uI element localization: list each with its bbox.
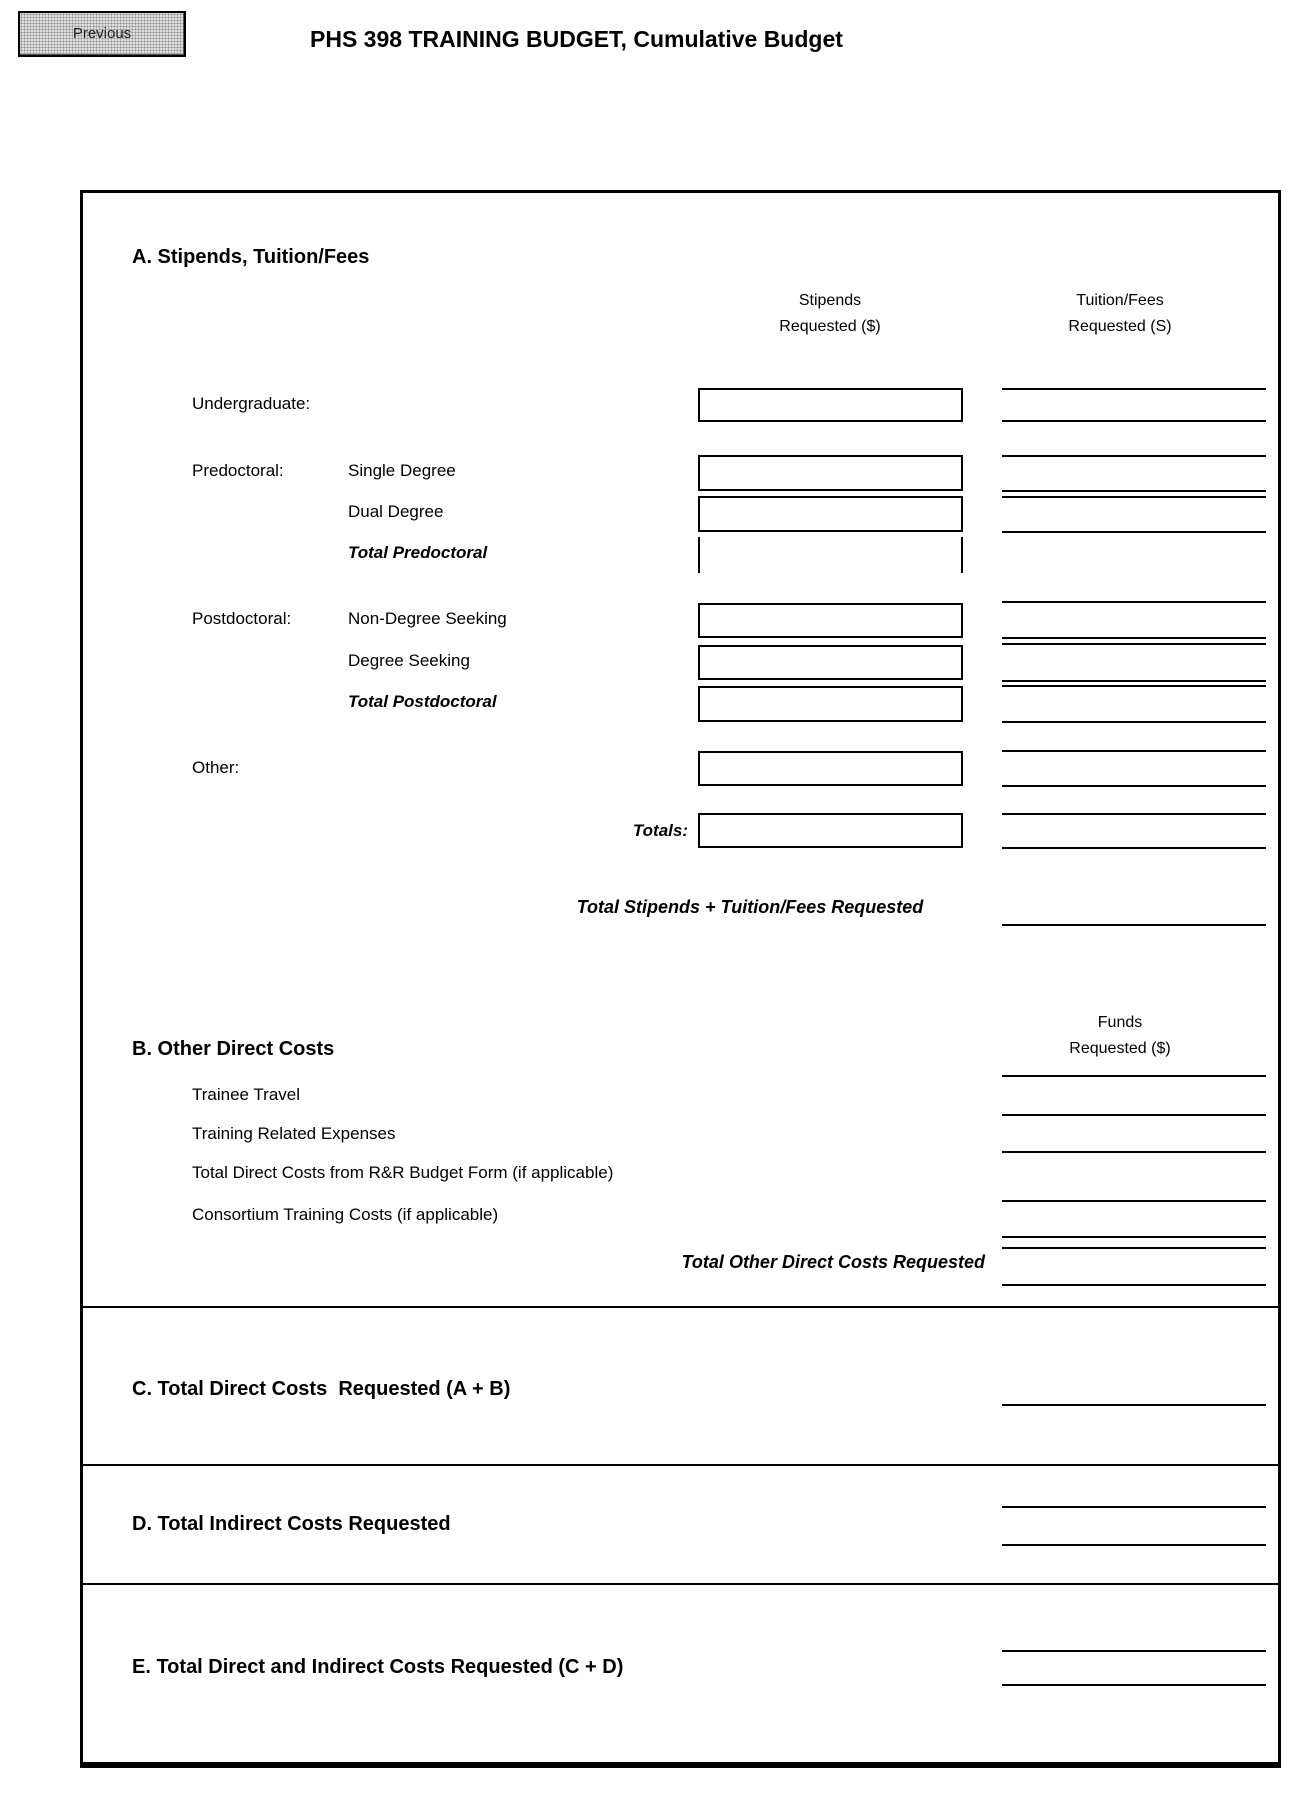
- single-degree-stipends-input[interactable]: [698, 455, 963, 491]
- stipends-column-header-line2: Requested ($): [779, 318, 881, 335]
- section-divider: [80, 1306, 1281, 1308]
- total-other-direct-costs-label: Total Other Direct Costs Requested: [681, 1252, 985, 1272]
- section-b-heading: B. Other Direct Costs: [132, 1038, 335, 1060]
- total-direct-costs-field[interactable]: [1002, 1375, 1266, 1406]
- row-label-undergraduate: Undergraduate:: [192, 394, 311, 413]
- stipends-column-header-line1: Stipends: [798, 292, 862, 309]
- section-divider: [80, 1583, 1281, 1585]
- total-stipends-tuition-label: Total Stipends + Tuition/Fees Requested: [576, 897, 924, 917]
- degree-seeking-tuition-field[interactable]: [1002, 645, 1266, 682]
- row-label-consortium: Consortium Training Costs (if applicable): [192, 1205, 499, 1224]
- non-degree-seeking-tuition-field[interactable]: [1002, 601, 1266, 639]
- row-label-trainee-travel: Trainee Travel: [192, 1085, 301, 1104]
- total-predoctoral-stipends-input[interactable]: [698, 537, 963, 573]
- totals-stipends-input[interactable]: [698, 813, 963, 848]
- section-a-heading: A. Stipends, Tuition/Fees: [132, 246, 370, 268]
- row-label-total-predoctoral: Total Predoctoral: [348, 543, 488, 562]
- page-title: PHS 398 TRAINING BUDGET, Cumulative Budget: [310, 26, 843, 52]
- undergraduate-stipends-input[interactable]: [698, 388, 963, 422]
- total-direct-rr-funds-field[interactable]: [1002, 1153, 1266, 1202]
- consortium-funds-field[interactable]: [1002, 1202, 1266, 1238]
- section-c-heading: C. Total Direct Costs Requested (A + B): [132, 1378, 511, 1400]
- other-tuition-field[interactable]: [1002, 750, 1266, 787]
- row-label-predoctoral: Predoctoral:: [192, 461, 284, 480]
- total-postdoctoral-tuition-field[interactable]: [1002, 686, 1266, 723]
- tuition-column-header-line1: Tuition/Fees: [1076, 292, 1164, 309]
- row-label-training-related-expenses: Training Related Expenses: [192, 1124, 396, 1143]
- row-label-degree-seeking: Degree Seeking: [348, 651, 470, 670]
- dual-degree-tuition-field[interactable]: [1002, 496, 1266, 533]
- total-postdoctoral-stipends-input[interactable]: [698, 686, 963, 722]
- row-label-single-degree: Single Degree: [348, 461, 456, 480]
- total-indirect-costs-field[interactable]: [1002, 1506, 1266, 1546]
- funds-column-header-line1: Funds: [1097, 1014, 1143, 1031]
- degree-seeking-stipends-input[interactable]: [698, 645, 963, 680]
- row-label-non-degree-seeking: Non-Degree Seeking: [348, 609, 507, 628]
- section-divider: [80, 1464, 1281, 1466]
- dual-degree-stipends-input[interactable]: [698, 496, 963, 532]
- tuition-column-header-line2: Requested (S): [1068, 318, 1172, 335]
- single-degree-tuition-field[interactable]: [1002, 455, 1266, 492]
- non-degree-seeking-stipends-input[interactable]: [698, 603, 963, 638]
- training-related-expenses-funds-field[interactable]: [1002, 1116, 1266, 1153]
- section-e-heading: E. Total Direct and Indirect Costs Requested (C + D): [132, 1656, 624, 1678]
- total-stipends-tuition-field[interactable]: [1002, 895, 1266, 926]
- totals-tuition-field[interactable]: [1002, 813, 1266, 849]
- total-other-direct-costs-field[interactable]: [1002, 1247, 1266, 1286]
- undergraduate-tuition-field[interactable]: [1002, 388, 1266, 422]
- row-label-dual-degree: Dual Degree: [348, 502, 444, 521]
- row-label-postdoctoral: Postdoctoral:: [192, 609, 292, 628]
- funds-column-header-line2: Requested ($): [1069, 1040, 1171, 1057]
- row-label-other: Other:: [192, 758, 240, 777]
- row-label-total-postdoctoral: Total Postdoctoral: [348, 692, 497, 711]
- trainee-travel-funds-field[interactable]: [1002, 1075, 1266, 1116]
- total-direct-and-indirect-costs-field[interactable]: [1002, 1650, 1266, 1686]
- row-label-total-direct-rr: Total Direct Costs from R&R Budget Form (if applicable): [192, 1163, 614, 1182]
- previous-button[interactable]: Previous: [18, 11, 186, 57]
- row-label-totals: Totals:: [632, 821, 688, 840]
- other-stipends-input[interactable]: [698, 751, 963, 786]
- section-d-heading: D. Total Indirect Costs Requested: [132, 1513, 451, 1535]
